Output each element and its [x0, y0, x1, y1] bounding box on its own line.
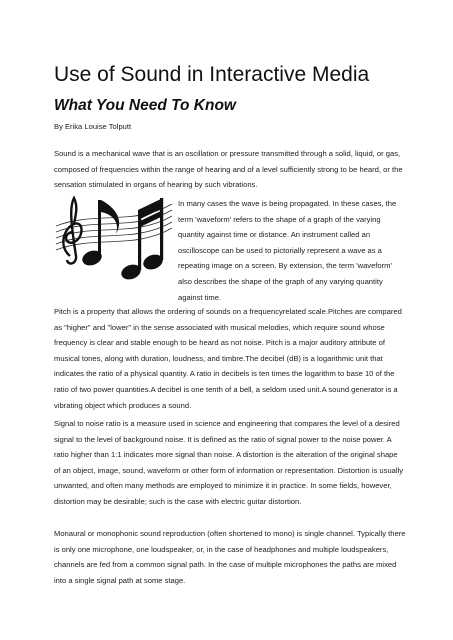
document-title: Use of Sound in Interactive Media: [54, 63, 370, 86]
music-notes-staff-icon: [54, 186, 174, 288]
author-byline: By Erika Louise Tolputt: [54, 122, 132, 131]
paragraph-pitch-decibel: Pitch is a property that allows the ordering of sounds on a frequencyrelated scale.Pitches are compared as "higher" and "lower" in the sense associated with musical melodies, which require sound whose frequency is clear and stable enough to be heard as not noise. Pitch is a major auditory attribute of musical tones, along with duration, loudness, and timbre.The decibel (dB) is a logarithmic unit that indicates the ratio of a physical quantity. A ratio in decibels is ten times the logarithm to base 10 of the ratio of two power quantities.A decibel is one tenth of a bell, a seldom used unit.A sound generator is a vibrating object which produces a sound.: [54, 307, 402, 410]
paragraph-mono-sound: Monaural or monophonic sound reproduction (often shortened to mono) is single channel. Typically there is only one microphone, one loudspeaker, or, in the case of headphones and multiple loudspeakers, channels are fed from a common signal path. In the case of multiple microphones the paths are mixed into a single signal path at some stage.: [54, 529, 406, 585]
document-subtitle: What You Need To Know: [54, 97, 236, 114]
paragraph-signal-noise: Signal to noise ratio is a measure used in science and engineering that compares the level of a desired signal to the level of background noise. It is defined as the ratio of signal power to the noise power. A ratio higher than 1:1 indicates more signal than noise. A distortion is the alteration of the original shape of an object, image, sound, waveform or other form of information or representation. Distortion is usually unwanted, and often many methods are employed to minimize it in practice. In some fields, however, distortion may be desirable; such is the case with electric guitar distortion.: [54, 419, 404, 506]
paragraph-waveform: In many cases the wave is being propagated. In these cases, the term 'waveform' refers to the shape of a graph of the varying quantity against time or distance. An instrument called an oscilloscope can be used to pictorially represent a wave as a repeating image on a screen. By extension, the term 'waveform' also describes the shape of the graph of any varying quantity against time.: [178, 199, 397, 302]
paragraph-sound-definition: Sound is a mechanical wave that is an oscillation or pressure transmitted through a solid, liquid, or gas, composed of frequencies within the range of hearing and of a level sufficiently strong to be heard, or the sensation stimulated in organs of hearing by such vibrations.: [54, 149, 403, 190]
